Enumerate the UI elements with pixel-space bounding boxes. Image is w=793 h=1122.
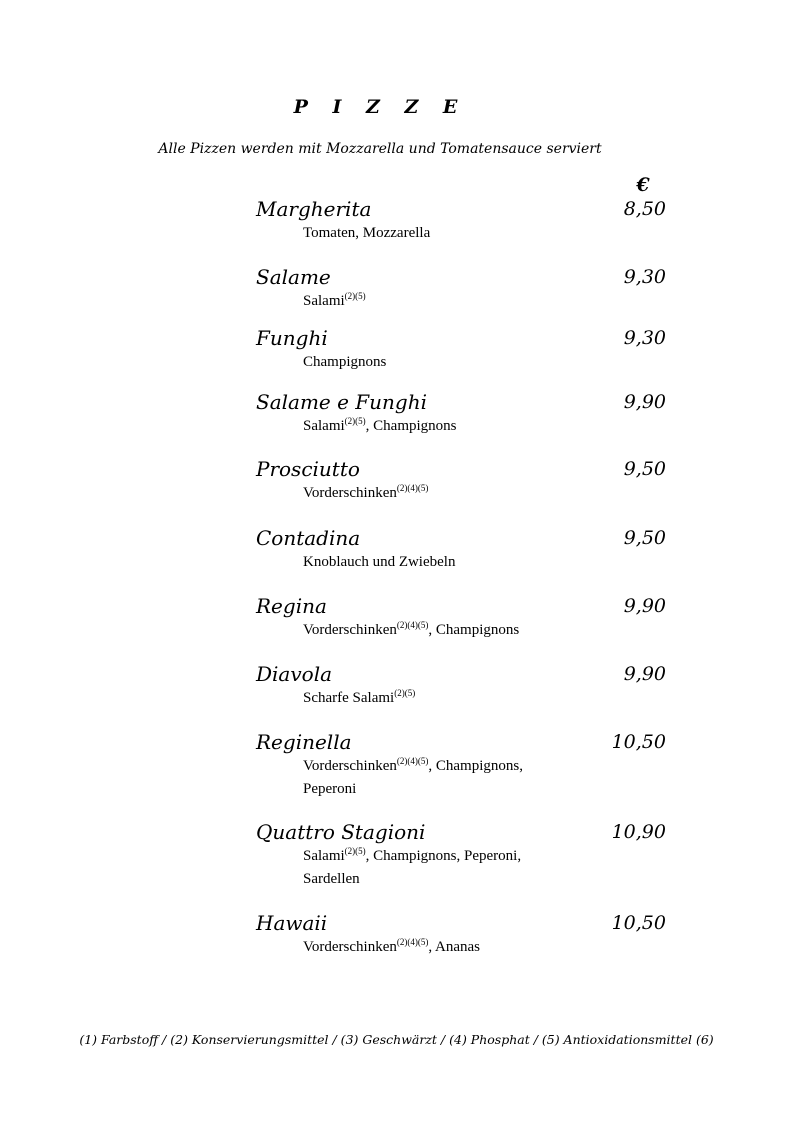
- menu-item-description: [303, 351, 563, 374]
- menu-item-price: 9,50: [623, 527, 666, 549]
- menu-item-name: Quattro Stagioni: [256, 820, 426, 844]
- additive-footnote-marker: (2)(4)(5): [396, 937, 429, 947]
- menu-item-description: [303, 936, 563, 959]
- menu-item-name: Reginella: [256, 730, 352, 754]
- description-text: Scharfe Salami: [303, 690, 395, 706]
- menu-item-name: Funghi: [256, 326, 328, 350]
- additive-footnote-marker: (2)(4)(5): [396, 483, 429, 493]
- description-text: , Champignons, Peperoni: [303, 758, 523, 797]
- menu-item-name: Margherita: [256, 197, 372, 221]
- description-text: Salami: [303, 293, 345, 309]
- menu-item: [256, 729, 676, 801]
- menu-item-price: 10,50: [611, 731, 666, 753]
- menu-item: [256, 196, 676, 245]
- menu-item-price: 9,90: [623, 663, 666, 685]
- menu-item: [256, 325, 676, 374]
- menu-item-description: [303, 687, 563, 710]
- description-text: , Champignons: [365, 418, 457, 434]
- description-text: , Ananas: [428, 939, 481, 955]
- description-text: Salami: [303, 418, 345, 434]
- menu-item-name: Regina: [256, 594, 327, 618]
- menu-item-name: Prosciutto: [256, 457, 360, 481]
- menu-item: [256, 525, 676, 574]
- additive-footnote-marker: (2)(5): [344, 291, 366, 301]
- menu-item-name: Diavola: [256, 662, 333, 686]
- description-text: , Champignons, Peperoni, Sardellen: [303, 848, 522, 887]
- additive-footnote-marker: (2)(5): [344, 416, 366, 426]
- description-text: Vorderschinken: [303, 758, 397, 774]
- description-text: Champignons: [303, 354, 387, 370]
- menu-item-name: Salame: [256, 265, 331, 289]
- menu-item-price: 9,90: [623, 595, 666, 617]
- menu-item: [256, 389, 676, 438]
- menu-item-description: [303, 415, 563, 438]
- menu-item-price: 10,50: [611, 912, 666, 934]
- menu-item-name: Hawaii: [256, 911, 328, 935]
- menu-item-price: 9,30: [623, 327, 666, 349]
- menu-item-price: 9,50: [623, 458, 666, 480]
- menu-item-description: [303, 482, 563, 505]
- menu-item-price: 8,50: [623, 198, 666, 220]
- additive-footnote-marker: (2)(4)(5): [396, 756, 429, 766]
- menu-item-description: [303, 290, 563, 313]
- menu-item: [256, 264, 676, 313]
- menu-item-description: [303, 619, 563, 642]
- additive-footnote-marker: (2)(5): [344, 846, 366, 856]
- menu-item-description: [303, 845, 563, 891]
- currency-symbol: €: [636, 174, 650, 196]
- page-title: P I Z Z E: [293, 96, 467, 118]
- menu-item: [256, 819, 676, 891]
- menu-item-price: 10,90: [611, 821, 666, 843]
- menu-item-description: [303, 551, 563, 574]
- menu-item: [256, 456, 676, 505]
- menu-item: [256, 661, 676, 710]
- description-text: Vorderschinken: [303, 485, 397, 501]
- additive-footnote-marker: (2)(4)(5): [396, 620, 429, 630]
- menu-item-price: 9,30: [623, 266, 666, 288]
- menu-subtitle: Alle Pizzen werden mit Mozzarella und Tomatensauce serviert: [158, 141, 602, 157]
- additives-footnote: (1) Farbstoff / (2) Konservierungsmittel / (3) Geschwärzt / (4) Phosphat / (5) Antioxidationsmittel (6): [79, 1032, 714, 1047]
- description-text: , Champignons: [428, 622, 520, 638]
- additive-footnote-marker: (2)(5): [394, 688, 416, 698]
- menu-item-description: [303, 755, 563, 801]
- menu-item-name: Contadina: [256, 526, 361, 550]
- description-text: Vorderschinken: [303, 622, 397, 638]
- description-text: Salami: [303, 848, 345, 864]
- menu-item: [256, 910, 676, 959]
- description-text: Vorderschinken: [303, 939, 397, 955]
- menu-item: [256, 593, 676, 642]
- menu-item-description: [303, 222, 563, 245]
- menu-item-price: 9,90: [623, 391, 666, 413]
- menu-item-name: Salame e Funghi: [256, 390, 428, 414]
- description-text: Tomaten, Mozzarella: [303, 225, 431, 241]
- description-text: Knoblauch und Zwiebeln: [303, 554, 456, 570]
